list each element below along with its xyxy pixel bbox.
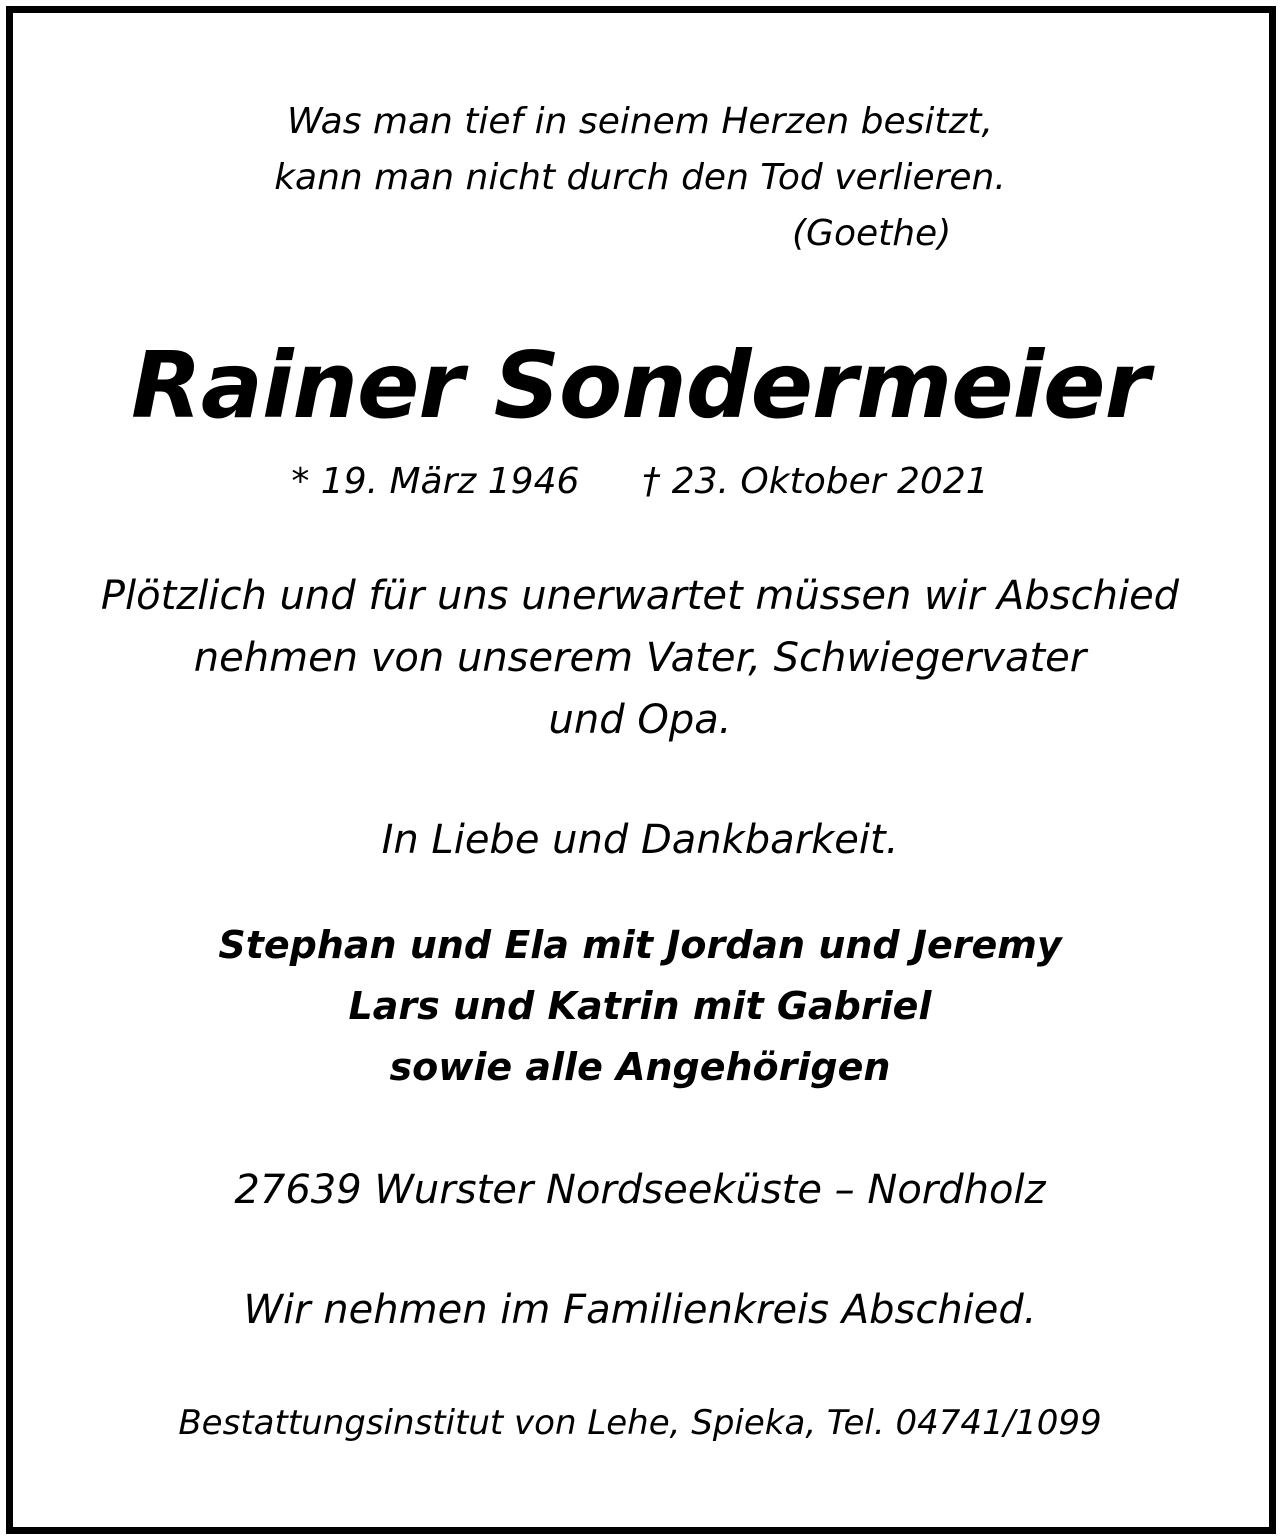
funeral-home: Bestattungsinstitut von Lehe, Spieka, Tel. 04741/1099	[178, 1403, 1102, 1443]
mourner-line-2: Lars und Katrin mit Gabriel	[348, 984, 932, 1028]
farewell-note: Wir nehmen im Familienkreis Abschied.	[243, 1287, 1037, 1333]
message-line-3: und Opa.	[548, 697, 732, 743]
mourner-line-3: sowie alle Angehörigen	[389, 1045, 891, 1089]
death-date: † 23. Oktober 2021	[642, 461, 989, 502]
deceased-name: Rainer Sondermeier	[131, 332, 1149, 439]
birth-date: * 19. März 1946	[291, 461, 580, 502]
quote-line-1: Was man tief in seinem Herzen besitzt,	[287, 101, 993, 142]
address-line: 27639 Wurster Nordseeküste – Nordholz	[234, 1167, 1046, 1213]
mourner-line-1: Stephan und Ela mit Jordan und Jeremy	[218, 923, 1062, 967]
message-line-1: Plötzlich und für uns unerwartet müssen wir Abschied	[100, 573, 1180, 619]
quote-line-2: kann man nicht durch den Tod verlieren.	[274, 157, 1006, 198]
closing-line: In Liebe und Dankbarkeit.	[381, 817, 899, 863]
message-line-2: nehmen von unserem Vater, Schwiegervater	[193, 635, 1087, 681]
quote-attribution: (Goethe)	[792, 213, 952, 254]
life-dates	[0, 461, 1280, 502]
